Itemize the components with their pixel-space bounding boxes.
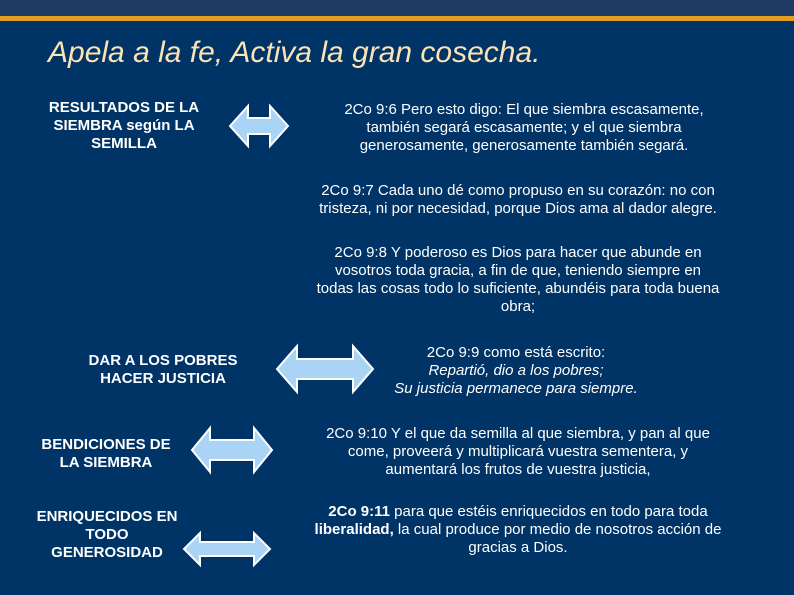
label-line: BENDICIONES DE xyxy=(41,436,171,453)
verse-line: come, proveerá y multiplicará vuestra sementera, y xyxy=(347,443,689,460)
double-arrow-icon xyxy=(228,102,290,150)
label-line: SIEMBRA según LA xyxy=(53,117,195,134)
label-line: HACER JUSTICIA xyxy=(100,370,226,387)
verse-line: 2Co 9:10 Y el que da semilla al que siembra, y pan al que xyxy=(326,425,710,442)
verse-quote-line: Repartió, dio a los pobres; xyxy=(428,362,604,379)
label-line: LA SIEMBRA xyxy=(59,454,153,471)
verse-line: tristeza, ni por necesidad, porque Dios ama al dador alegre. xyxy=(319,200,717,217)
verse-line: vosotros toda gracia, a fin de que, teniendo siempre en xyxy=(334,262,702,279)
double-arrow-icon xyxy=(275,342,375,396)
verse-line: también segará escasamente; y el que siembra xyxy=(366,119,682,136)
verse-line: 2Co 9:8 Y poderoso es Dios para hacer que abunde en xyxy=(334,244,702,261)
top-stripe-orange xyxy=(0,16,794,21)
verse-2co-9-8 xyxy=(268,244,768,316)
verse-2co-9-11 xyxy=(268,503,768,557)
label-line: GENEROSIDAD xyxy=(51,544,163,561)
label-dar-a-los-pobres xyxy=(60,352,266,388)
label-line: ENRIQUECIDOS EN xyxy=(36,508,178,525)
label-resultados xyxy=(26,99,222,153)
top-stripe-dark xyxy=(0,0,794,16)
verse-line: gracias a Dios. xyxy=(468,539,568,556)
double-arrow-icon xyxy=(190,424,274,476)
verse-quote-line: Su justicia permanece para siempre. xyxy=(394,380,638,397)
label-bendiciones xyxy=(16,436,196,472)
verse-reference: 2Co 9:11 xyxy=(328,503,390,520)
verse-line: obra; xyxy=(500,298,536,315)
label-line: DAR A LOS POBRES xyxy=(88,352,238,369)
label-line: RESULTADOS DE LA xyxy=(48,99,200,116)
verse-reference: 2Co 9:9 como está escrito: xyxy=(426,344,606,361)
verse-line: 2Co 9:7 Cada uno dé como propuso en su corazón: no con xyxy=(321,182,715,199)
verse-text: para que estéis enriquecidos en todo para toda xyxy=(389,503,708,520)
double-arrow-icon xyxy=(182,530,272,568)
verse-line xyxy=(268,503,768,521)
verse-2co-9-7 xyxy=(268,182,768,218)
label-line: TODO xyxy=(85,526,129,543)
verse-2co-9-10 xyxy=(268,425,768,479)
verse-line: todas las cosas todo lo suficiente, abundéis para toda buena xyxy=(316,280,720,297)
verse-line: aumentará los frutos de vuestra justicia, xyxy=(385,461,651,478)
verse-line xyxy=(268,521,768,539)
verse-text: la cual produce por medio de nosotros acción de xyxy=(393,521,722,538)
verse-2co-9-9 xyxy=(366,344,666,398)
verse-2co-9-6 xyxy=(284,101,764,155)
verse-emphasis: liberalidad, xyxy=(314,521,394,538)
verse-line: generosamente, generosamente también segará. xyxy=(359,137,689,154)
slide-title: Apela a la fe, Activa la gran cosecha. xyxy=(48,36,541,69)
label-enriquecidos xyxy=(12,508,202,562)
label-line: SEMILLA xyxy=(91,135,157,152)
verse-line: 2Co 9:6 Pero esto digo: El que siembra escasamente, xyxy=(344,101,704,118)
